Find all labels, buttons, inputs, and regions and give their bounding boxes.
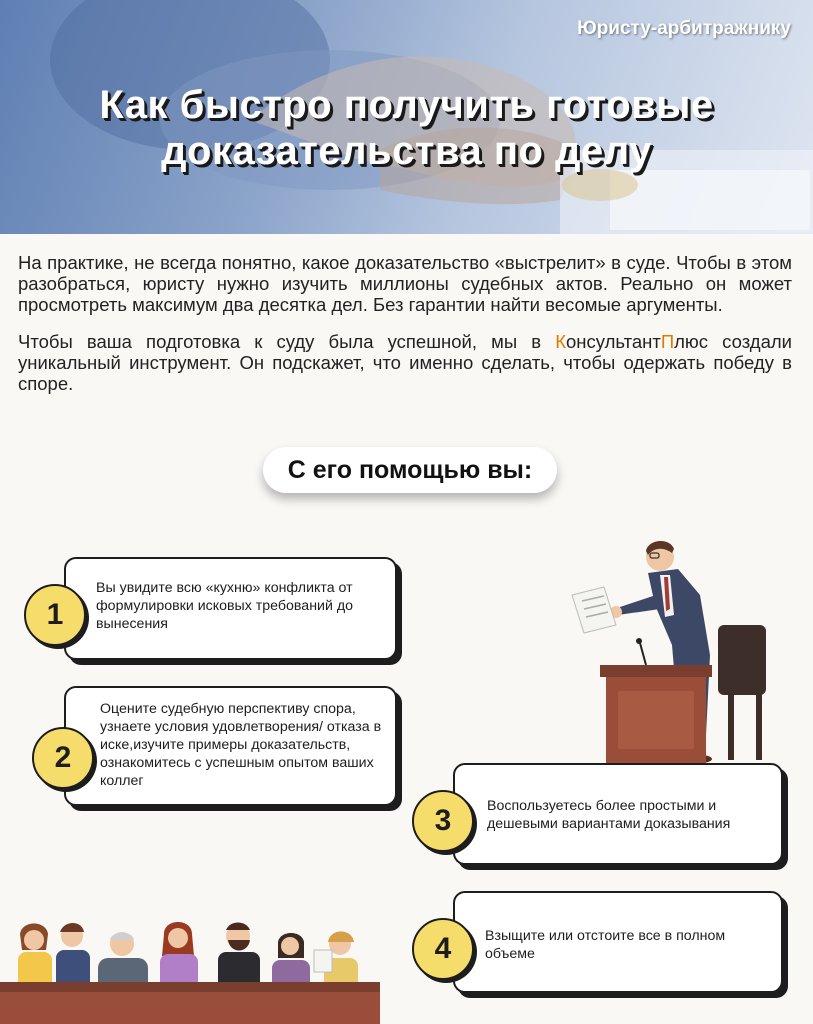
intro-paragraph-1: На практике, не всегда понятно, какое доказательство «выстрелит» в суде. Чтобы в этом разобраться, юристу нужно изучить миллионы судебных актов. Реально он может просмотреть максимум два десятка дел. Без гарантии найти весомые аргументы. xyxy=(18,252,792,315)
jury-illustration xyxy=(0,910,380,1024)
benefit-card-4 xyxy=(453,891,783,993)
number-badge-1: 1 xyxy=(24,584,86,646)
page-title xyxy=(0,82,813,174)
brand-middle: онсультант xyxy=(566,331,661,352)
intro-paragraph-2 xyxy=(18,331,792,394)
section-title: С его помощью вы: xyxy=(263,447,557,493)
intro-text xyxy=(18,252,792,410)
number-badge-4: 4 xyxy=(412,918,474,980)
intro-text-part: Чтобы ваша подготовка к суду была успешной, мы в xyxy=(18,331,556,352)
benefit-card-2 xyxy=(64,686,397,806)
brand-letter-p: П xyxy=(660,331,675,352)
benefit-card-3 xyxy=(453,763,783,865)
benefit-card-1 xyxy=(64,557,397,660)
intro-text-part: создали уникальный инструмент. Он подскажет, что именно сделать, чтобы одержать победу в споре. xyxy=(18,331,793,394)
lawyer-at-podium-illustration xyxy=(560,535,780,765)
title-line-2: доказательства по делу xyxy=(161,129,652,173)
brand-letter-k: К xyxy=(555,331,566,352)
benefit-text-2: Оцените судебную перспективу спора, узнаете условия удовлетворения/ отказа в иске,изучите примеры доказательств, ознакомитесь с успешным опытом ваших коллег xyxy=(100,701,382,789)
title-line-1: Как быстро получить готовые xyxy=(99,83,714,127)
benefit-text-3: Воспользуетесь более простыми и дешевыми вариантами доказывания xyxy=(487,798,731,832)
brand-end: люс xyxy=(674,331,709,352)
number-badge-3: 3 xyxy=(412,790,474,852)
number-badge-2: 2 xyxy=(32,727,94,789)
benefit-text-1: Вы увидите всю «кухню» конфликта от формулировки исковых требований до вынесения xyxy=(96,580,353,632)
benefit-text-4: Взыщите или отстоите все в полном объеме xyxy=(485,928,726,962)
hero-banner xyxy=(0,0,813,234)
audience-tag: Юристу-арбитражнику xyxy=(577,18,791,39)
